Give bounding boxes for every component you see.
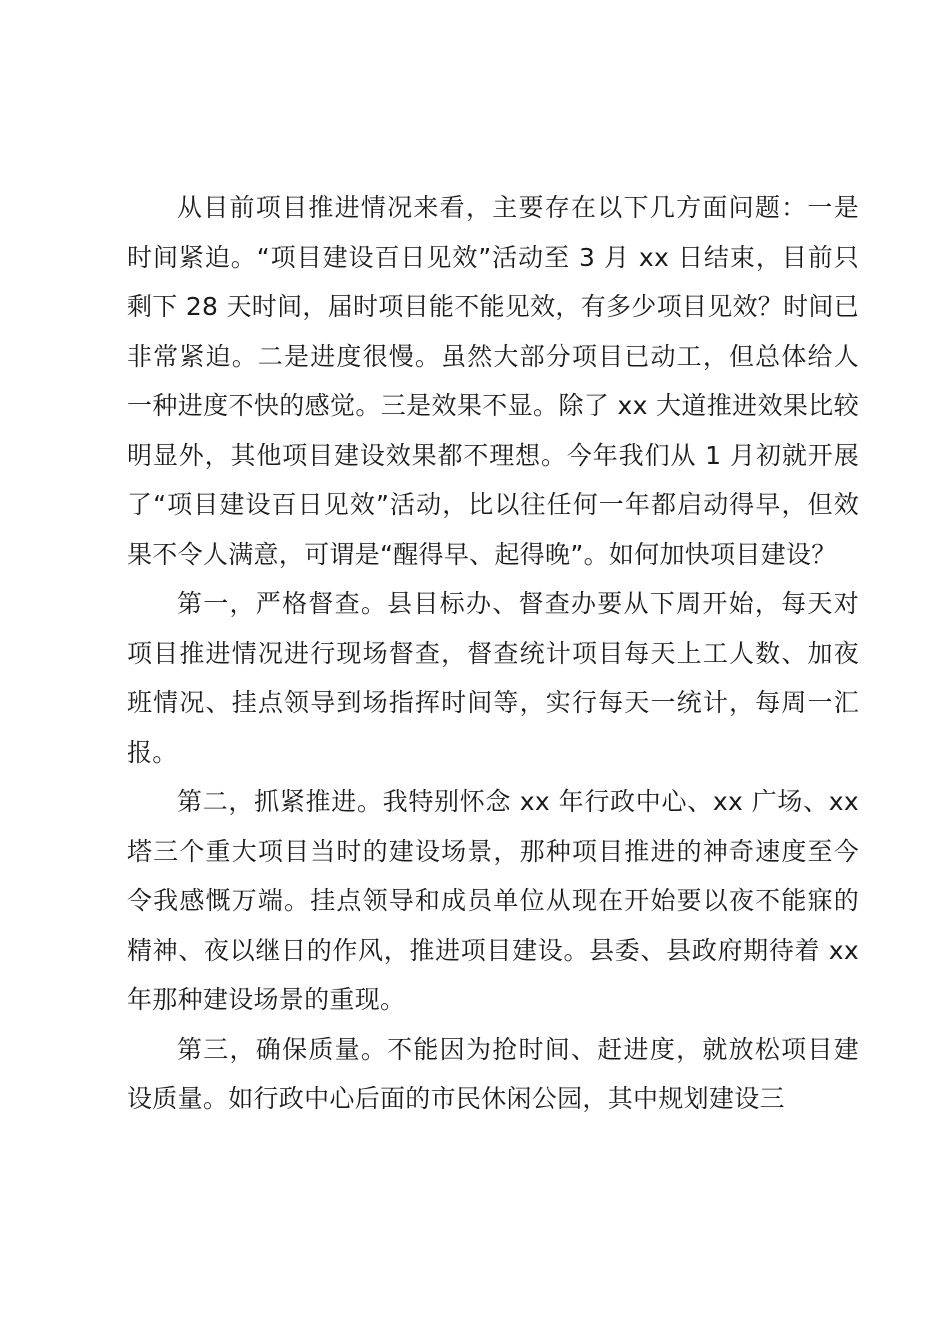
paragraph-second-measure: 第二，抓紧推进。我特别怀念 xx 年行政中心、xx 广场、xx 塔三个重大项目当时的建设场景，那种项目推进的神奇速度至今令我感慨万端。挂点领导和成员单位从现在开始要以夜不能寐的精神、夜以继日的作风，推进项目建设。县委、县政府期待着 xx 年那种建设场景的重现。: [127, 787, 859, 1014]
paragraph-third-measure: 第三，确保质量。不能因为抢时间、赶进度，就放松项目建设质量。如行政中心后面的市民休闲公园，其中规划建设三: [127, 1034, 859, 1113]
paragraph-first-measure: 第一，严格督查。县目标办、督查办要从下周开始，每天对项目推进情况进行现场督查，督查统计项目每天上工人数、加夜班情况、挂点领导到场指挥时间等，实行每天一统计，每周一汇报。: [127, 589, 859, 767]
document-body: [127, 183, 859, 1124]
paragraph-problems: 从目前项目推进情况来看，主要存在以下几方面问题：一是时间紧迫。“项目建设百日见效”活动至 3 月 xx 日结束，目前只剩下 28 天时间，届时项目能不能见效，有多少项目见效？时间已非常紧迫。二是进度很慢。虽然大部分项目已动工，但总体给人一种进度不快的感觉。三是效果不显。除了 xx 大道推进效果比较明显外，其他项目建设效果都不理想。今年我们从 1 月初就开展了“项目建设百日见效”活动，比以往任何一年都启动得早，但效果不令人满意，可谓是“醒得早、起得晚”。如何加快项目建设？: [127, 193, 860, 569]
